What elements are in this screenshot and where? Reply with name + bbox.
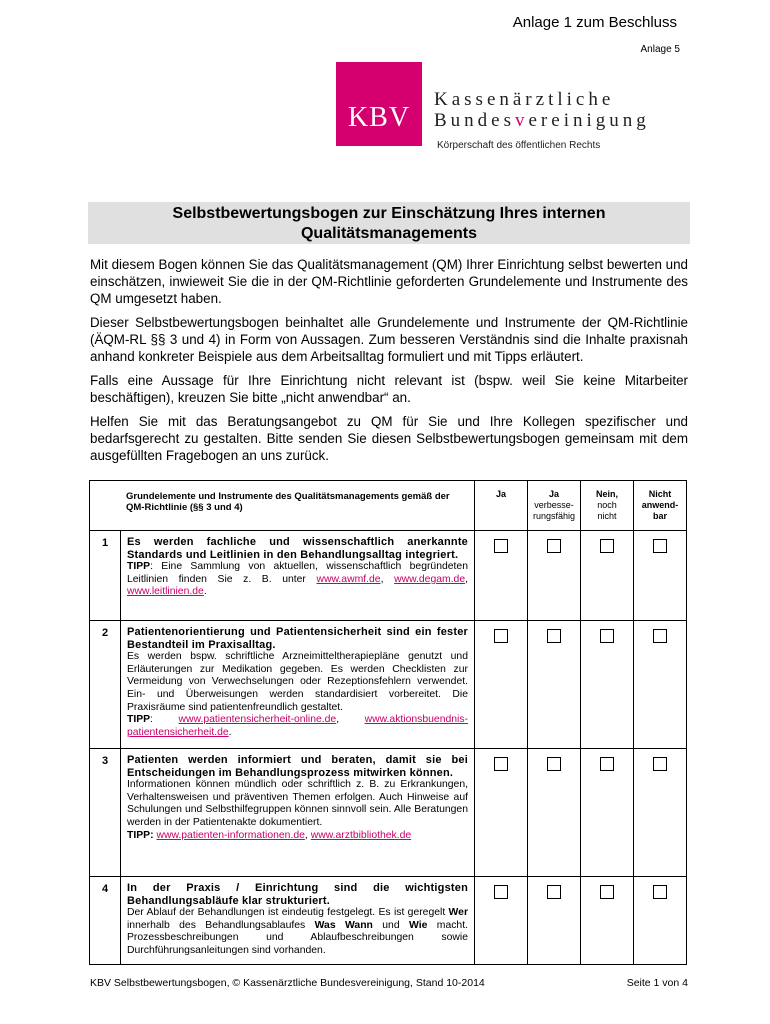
checkbox-nein[interactable] xyxy=(600,539,614,553)
cell-ja-verb xyxy=(528,749,581,877)
row-number: 1 xyxy=(90,531,121,621)
checkbox-ja-verbesserungsfaehig[interactable] xyxy=(547,757,561,771)
header-nein: Nein, noch nicht xyxy=(581,481,634,531)
checkbox-ja-verbesserungsfaehig[interactable] xyxy=(547,629,561,643)
row-tipp: TIPP: www.patientensicherheit-online.de, www.aktionsbuendnis-patientensicherheit.de. xyxy=(127,714,468,738)
checkbox-nein[interactable] xyxy=(600,885,614,899)
cell-nicht xyxy=(634,877,687,965)
end: . xyxy=(228,726,232,738)
desc-text: macht. Prozessbeschreibungen und Ablaufbeschreibungen sowie Durchführungsanleitungen sind vorhanden. xyxy=(127,919,468,956)
checkbox-nein[interactable] xyxy=(600,629,614,643)
row-description xyxy=(127,907,468,957)
row-number: 3 xyxy=(90,749,121,877)
cell-nein xyxy=(581,877,634,965)
link-patienten-informationen[interactable]: www.patienten-informationen.de xyxy=(156,829,305,841)
header-nein-b: Nein, xyxy=(595,489,618,499)
cell-ja xyxy=(475,621,528,749)
link-arztbibliothek[interactable]: www.arztbibliothek.de xyxy=(310,829,412,841)
checkbox-ja[interactable] xyxy=(494,629,508,643)
cell-nein xyxy=(581,531,634,621)
row-content xyxy=(121,621,475,749)
row-description xyxy=(127,561,468,599)
intro-paragraph: Helfen Sie mit das Beratungsangebot zu QM für Sie und Ihre Kollegen spezifischer und bedarfsgerecht zu gestalten. Bitte senden Sie diesen Selbstbewertungsbogen gemeinsam mit dem ausgefüllten Fragebogen an uns zurück. xyxy=(90,414,688,463)
anlage-5-label: Anlage 5 xyxy=(640,44,680,55)
table-row xyxy=(90,621,687,749)
checkbox-nicht-anwendbar[interactable] xyxy=(653,629,667,643)
intro-paragraph: Falls eine Aussage für Ihre Einrichtung nicht relevant ist (bspw. weil Sie keine Mitarbeiter beschäftigen), kreuzen Sie bitte „nicht anwendbar“ an. xyxy=(90,373,688,405)
sep: , xyxy=(336,714,365,726)
link-leitlinien[interactable]: www.leitlinien.de xyxy=(127,586,204,598)
desc-bold: Wie xyxy=(409,919,428,931)
org-name-part: Bundes xyxy=(434,110,515,131)
header-main: Grundelemente und Instrumente des Qualitätsmanagements gemäß der QM-Richtlinie (§§ 3 und 4) xyxy=(90,481,475,531)
header-ja-verbesserungsfaehig xyxy=(528,481,581,531)
row-content xyxy=(121,877,475,965)
tipp-label: TIPP xyxy=(127,714,151,726)
checkbox-ja[interactable] xyxy=(494,539,508,553)
tipp-label: TIPP xyxy=(127,561,151,573)
org-name-line1: Kassenärztliche xyxy=(434,89,615,110)
sep: , xyxy=(380,573,395,585)
cell-ja-verb xyxy=(528,877,581,965)
header-ja: Ja xyxy=(475,481,528,531)
cell-ja xyxy=(475,531,528,621)
footer-page-number: Seite 1 von 4 xyxy=(626,977,688,989)
row-statement: Patienten werden informiert und beraten, damit sie bei Entscheidungen im Behandlungsprozess mitwirken können. xyxy=(127,754,468,779)
checkbox-nicht-anwendbar[interactable] xyxy=(653,885,667,899)
row-number: 4 xyxy=(90,877,121,965)
anlage-1-label: Anlage 1 zum Beschluss xyxy=(512,14,677,31)
checkbox-ja-verbesserungsfaehig[interactable] xyxy=(547,885,561,899)
row-statement: Es werden fachliche und wissenschaftlich anerkannte Standards und Leitlinien in den Behandlungsalltag integriert. xyxy=(127,536,468,561)
link-degam[interactable]: www.degam.de xyxy=(394,573,466,585)
cell-ja-verb xyxy=(528,621,581,749)
checkbox-nein[interactable] xyxy=(600,757,614,771)
org-name-line2 xyxy=(434,110,650,132)
header-ja-b: Ja xyxy=(548,489,559,499)
table-header-row xyxy=(90,481,687,531)
logo-text: KBV xyxy=(347,102,411,133)
table-row xyxy=(90,877,687,965)
checkbox-nicht-anwendbar[interactable] xyxy=(653,757,667,771)
cell-nicht xyxy=(634,531,687,621)
row-description: Informationen können mündlich oder schriftlich z. B. zu Erkrankungen, Verhaltensweisen und präventiven Themen erfolgen. Auch Hinweise auf Schulungen und Selbsthilfegruppen können sinnvoll sein. Alle Beratungen werden in der Patientenakte dokumentiert. xyxy=(127,779,468,828)
table-row xyxy=(90,531,687,621)
checkbox-ja-verbesserungsfaehig[interactable] xyxy=(547,539,561,553)
row-tipp xyxy=(127,830,468,843)
tipp-label: TIPP: xyxy=(127,829,154,841)
cell-nein xyxy=(581,749,634,877)
sep: , xyxy=(304,829,311,841)
row-number: 2 xyxy=(90,621,121,749)
header-nicht-anwendbar: Nicht anwend- bar xyxy=(634,481,687,531)
sep: , xyxy=(465,573,468,585)
page-title xyxy=(88,202,690,244)
checkbox-nicht-anwendbar[interactable] xyxy=(653,539,667,553)
title-line2: Qualitätsmanagements xyxy=(300,225,478,242)
footer-copyright: KBV Selbstbewertungsbogen, © Kassenärztliche Bundesvereinigung, Stand 10-2014 xyxy=(90,977,485,989)
title-line1: Selbstbewertungsbogen zur Einschätzung Ihres internen xyxy=(172,205,606,222)
row-statement: In der Praxis / Einrichtung sind die wichtigsten Behandlungsabläufe klar strukturiert. xyxy=(127,882,468,907)
cell-nicht xyxy=(634,749,687,877)
link-aktionsbuendnis[interactable]: www.aktionsbuendnis-patientensicherheit.de xyxy=(127,714,468,738)
desc-text: : Eine Sammlung von aktuellen, wissenschaftlich begründeten Leitlinien finden Sie z. B. unter xyxy=(127,561,468,585)
row-statement: Patientenorientierung und Patientensicherheit sind ein fester Bestandteil im Praxisalltag. xyxy=(127,626,468,651)
cell-nicht xyxy=(634,621,687,749)
kbv-logo xyxy=(336,62,422,146)
row-content xyxy=(121,749,475,877)
row-content xyxy=(121,531,475,621)
org-name-part: ereinigung xyxy=(528,110,650,131)
intro-paragraph: Mit diesem Bogen können Sie das Qualitätsmanagement (QM) Ihrer Einrichtung selbst bewerten und einschätzen, inwieweit Sie die in der QM-Richtlinie geforderten Grundelemente und Instrumente des QM umgesetzt haben. xyxy=(90,257,688,306)
link-awmf[interactable]: www.awmf.de xyxy=(316,573,381,585)
desc-text: innerhalb des Behandlungsablaufes xyxy=(127,919,315,931)
org-subtitle: Körperschaft des öffentlichen Rechts xyxy=(437,140,601,151)
cell-ja-verb xyxy=(528,531,581,621)
desc-text: Der Ablauf der Behandlungen ist eindeutig festgelegt. Es ist geregelt xyxy=(127,907,449,919)
header-ja-verb-text: verbesse- rungsfähig xyxy=(532,500,576,521)
desc-bold: Was Wann xyxy=(314,919,373,931)
checkbox-ja[interactable] xyxy=(494,885,508,899)
intro-paragraph: Dieser Selbstbewertungsbogen beinhaltet alle Grundelemente und Instrumente der QM-Richtlinie (ÄQM-RL §§ 3 und 4) in Form von Aussagen. Zum besseren Verständnis sind die Inhalte praxisnah anhand konkreter Beispiele aus dem Arbeitsalltag formuliert und mit Tipps erläutert. xyxy=(90,315,688,364)
org-name-accent: v xyxy=(515,110,529,131)
desc-bold: Wer xyxy=(448,907,468,919)
intro-text xyxy=(90,256,688,471)
assessment-table xyxy=(89,480,687,965)
cell-ja xyxy=(475,749,528,877)
checkbox-ja[interactable] xyxy=(494,757,508,771)
table-row xyxy=(90,749,687,877)
desc-text: und xyxy=(372,919,410,931)
cell-nein xyxy=(581,621,634,749)
end: . xyxy=(203,586,207,598)
link-patientensicherheit-online[interactable]: www.patientensicherheit-online.de xyxy=(178,714,337,726)
cell-ja xyxy=(475,877,528,965)
row-description: Es werden bspw. schriftliche Arzneimitteltherapiepläne genutzt und Erläuterungen zur Medikation gegeben. Es werden Checklisten zur Vermeidung von Verwechselungen oder Rezeptionsfehlern verwendet. Ein- und Überweisungen werden standardisiert vorbereitet. Die Praxisräume sind patientenfreundlich gestaltet. xyxy=(127,651,468,713)
